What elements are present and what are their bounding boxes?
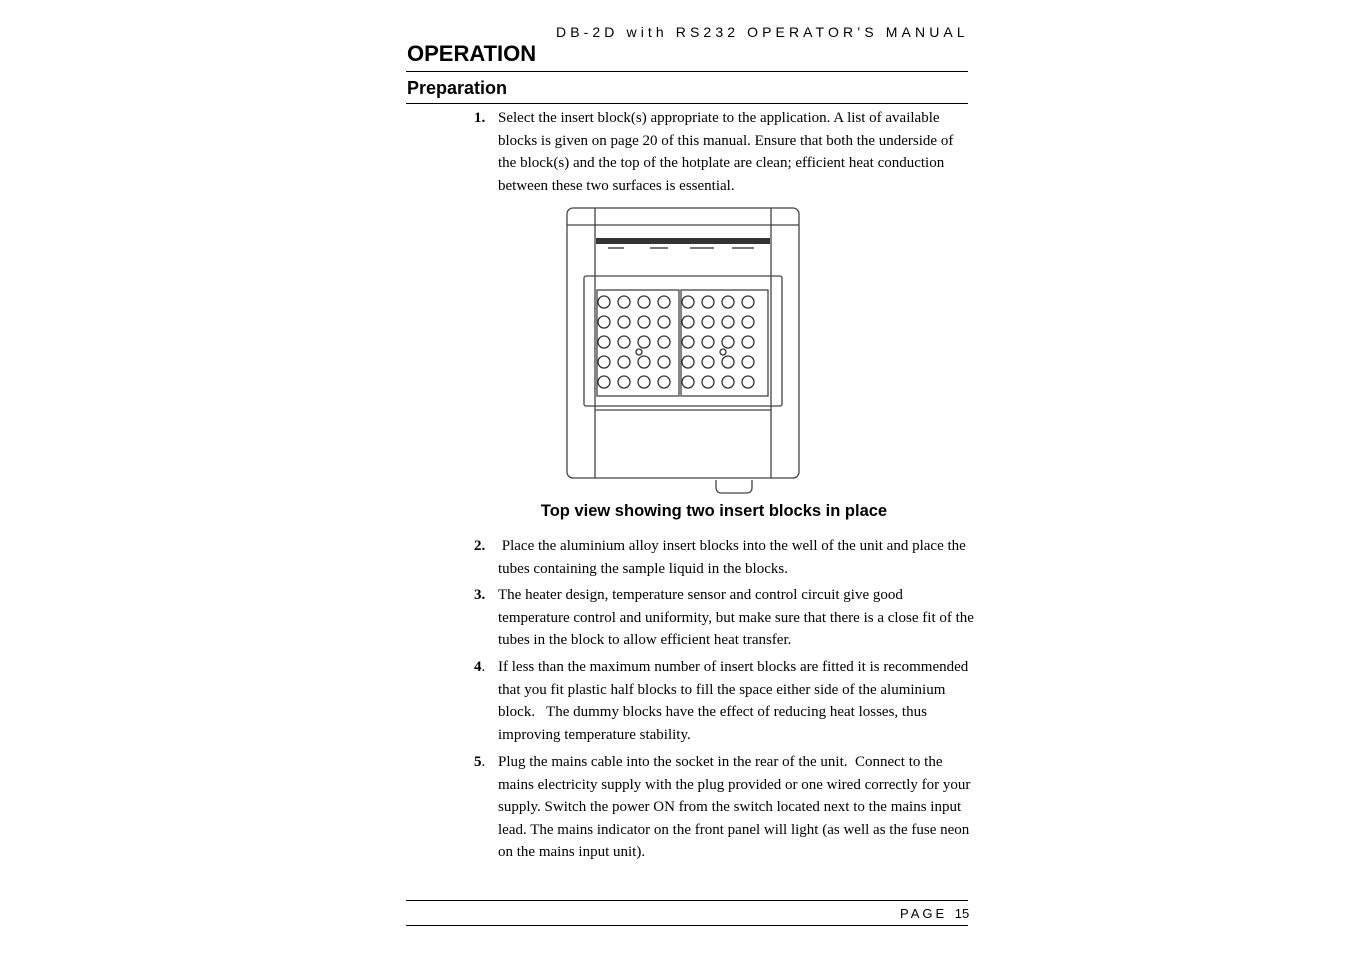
step-text: Place the aluminium alloy insert blocks into the well of the unit and place the tubes containing the sample liquid in the blocks.: [498, 538, 966, 577]
tube-well: [722, 356, 734, 368]
tube-well: [722, 316, 734, 328]
step-text: The heater design, temperature sensor and control circuit give good temperature control and uniformity, but make sure that there is a close fit of the tubes in the block to allow efficient heat transfer.: [498, 587, 974, 648]
footer-rule-bottom: [406, 925, 968, 926]
tube-well: [618, 296, 630, 308]
subtitle-rule: [406, 103, 968, 104]
tube-well: [598, 356, 610, 368]
tube-well: [658, 376, 670, 388]
unit-outline: [567, 208, 799, 478]
tube-well: [598, 376, 610, 388]
tube-well: [682, 336, 694, 348]
page-label: PAGE: [900, 906, 948, 921]
step-5: [474, 751, 974, 864]
tube-well: [658, 316, 670, 328]
page-footer: [900, 906, 969, 921]
tube-well: [618, 376, 630, 388]
tube-well: [702, 336, 714, 348]
tube-well: [742, 356, 754, 368]
panel-label: [650, 247, 668, 249]
tube-well: [722, 336, 734, 348]
step-1: [474, 107, 974, 197]
tube-well: [598, 336, 610, 348]
unit-top-view-figure: [560, 204, 810, 498]
tube-well: [702, 316, 714, 328]
tube-well: [598, 296, 610, 308]
title-rule: [406, 71, 968, 72]
tube-well: [638, 316, 650, 328]
rear-socket: [716, 480, 752, 493]
step-number: 4.: [474, 659, 486, 675]
panel-label: [732, 247, 754, 249]
panel-label: [608, 247, 624, 249]
tube-well: [618, 336, 630, 348]
control-panel-strip: [596, 238, 770, 244]
tube-well: [702, 356, 714, 368]
tube-well: [722, 296, 734, 308]
tube-well: [618, 316, 630, 328]
step-text: Select the insert block(s) appropriate to the application. A list of available blocks is given on page 20 of this manual. Ensure that both the underside of the block(s) and the top of the hotplate are clean; efficient heat conduction between these two surfaces is essential.: [498, 110, 954, 194]
sensor-hole: [720, 349, 726, 355]
tube-well: [742, 316, 754, 328]
tube-well: [702, 376, 714, 388]
step-number: 2.: [474, 538, 486, 554]
running-header: DB-2D with RS232 OPERATOR’S MANUAL: [556, 24, 969, 40]
tube-well: [742, 376, 754, 388]
page-number: 15: [954, 906, 970, 921]
step-text: Plug the mains cable into the socket in the rear of the unit. Connect to the mains electricity supply with the plug provided or one wired correctly for your supply. Switch the power ON from the switch located next to the mains input lead. The mains indicator on the front panel will light (as well as the fuse neon on the mains input unit).: [498, 754, 971, 860]
step-2: [474, 535, 974, 580]
footer-rule-top: [406, 900, 968, 901]
tube-well: [742, 296, 754, 308]
tube-well: [618, 356, 630, 368]
tube-well: [638, 356, 650, 368]
tube-well: [638, 376, 650, 388]
tube-well: [682, 296, 694, 308]
tube-well: [682, 316, 694, 328]
tube-well: [742, 336, 754, 348]
step-number: 3.: [474, 587, 486, 603]
tube-well: [722, 376, 734, 388]
panel-label: [690, 247, 714, 249]
tube-well: [658, 296, 670, 308]
sensor-hole: [636, 349, 642, 355]
step-text: If less than the maximum number of insert blocks are fitted it is recommended that you fit plastic half blocks to fill the space either side of the aluminium block. The dummy blocks have the effect of reducing heat losses, thus improving temperature stability.: [498, 659, 969, 743]
step-number: 5.: [474, 754, 486, 770]
step-4: [474, 656, 974, 746]
figure-caption: Top view showing two insert blocks in place: [540, 502, 888, 520]
step-3: [474, 584, 974, 652]
tube-well: [658, 356, 670, 368]
tube-well: [682, 356, 694, 368]
step-number: 1.: [474, 110, 486, 126]
tube-well: [702, 296, 714, 308]
tube-well: [638, 336, 650, 348]
tube-well: [658, 336, 670, 348]
section-title: OPERATION: [407, 41, 537, 66]
tube-well: [638, 296, 650, 308]
tube-well: [598, 316, 610, 328]
subsection-title: Preparation: [407, 78, 508, 98]
tube-well: [682, 376, 694, 388]
